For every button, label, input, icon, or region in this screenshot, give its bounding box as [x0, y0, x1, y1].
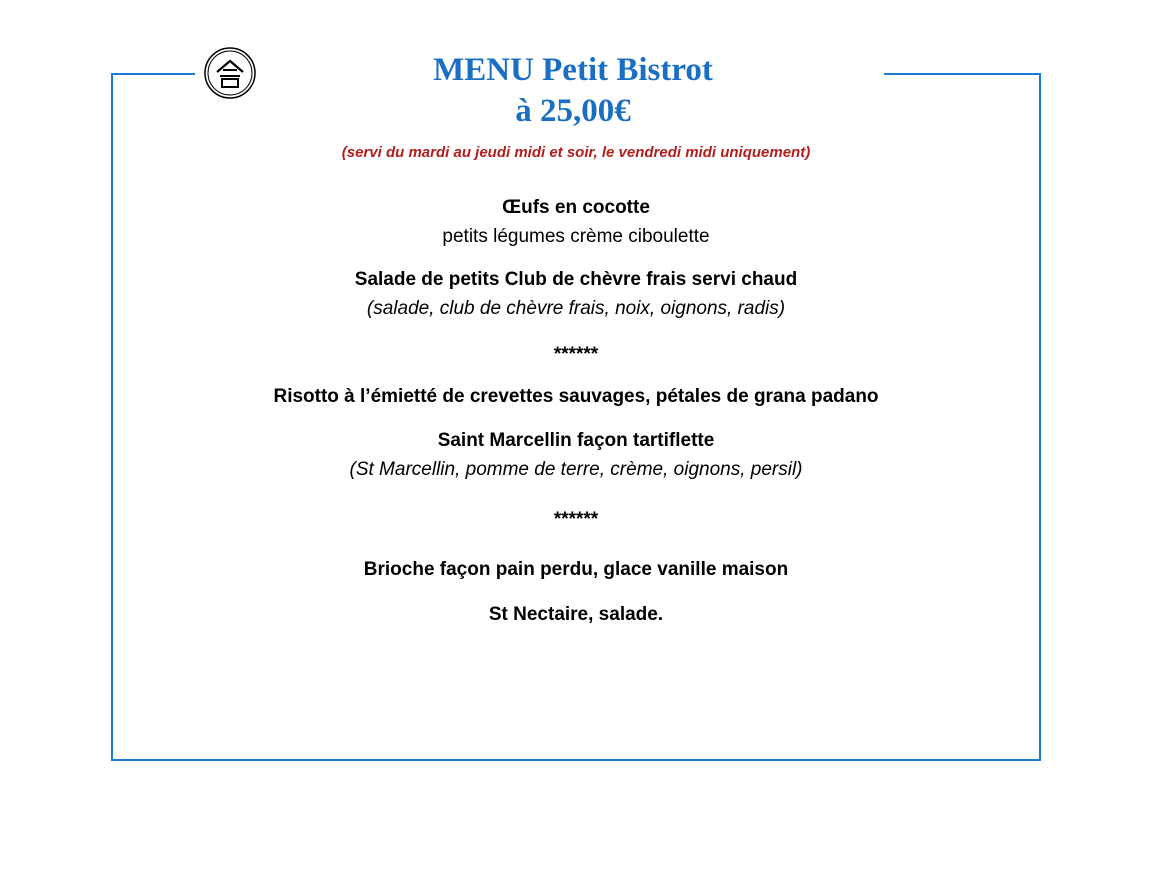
menu-price: à 25,00€	[515, 93, 631, 129]
service-hours-note: (servi du mardi au jeudi midi et soir, le vendredi midi uniquement)	[341, 144, 811, 161]
main-2-description: (St Marcellin, pomme de terre, crème, oignons, persil)	[349, 459, 803, 480]
dessert-2-name: St Nectaire, salade.	[488, 604, 664, 625]
frame-right-border	[1039, 73, 1041, 761]
frame-left-border	[111, 73, 113, 761]
starter-2-name: Salade de petits Club de chèvre frais servi chaud	[354, 269, 798, 290]
main-1-name: Risotto à l’émietté de crevettes sauvages, pétales de grana padano	[273, 386, 879, 407]
course-separator-2: ******	[553, 509, 599, 530]
main-2-name: Saint Marcellin façon tartiflette	[437, 430, 715, 451]
starter-1-description: petits légumes crème ciboulette	[442, 226, 710, 247]
frame-bottom-border	[111, 759, 1041, 761]
starter-1-name: Œufs en cocotte	[502, 197, 650, 218]
menu-title: MENU Petit Bistrot	[433, 52, 713, 88]
starter-2-description: (salade, club de chèvre frais, noix, oignons, radis)	[366, 298, 786, 319]
dessert-1-name: Brioche façon pain perdu, glace vanille maison	[363, 559, 789, 580]
course-separator-1: ******	[553, 344, 599, 365]
